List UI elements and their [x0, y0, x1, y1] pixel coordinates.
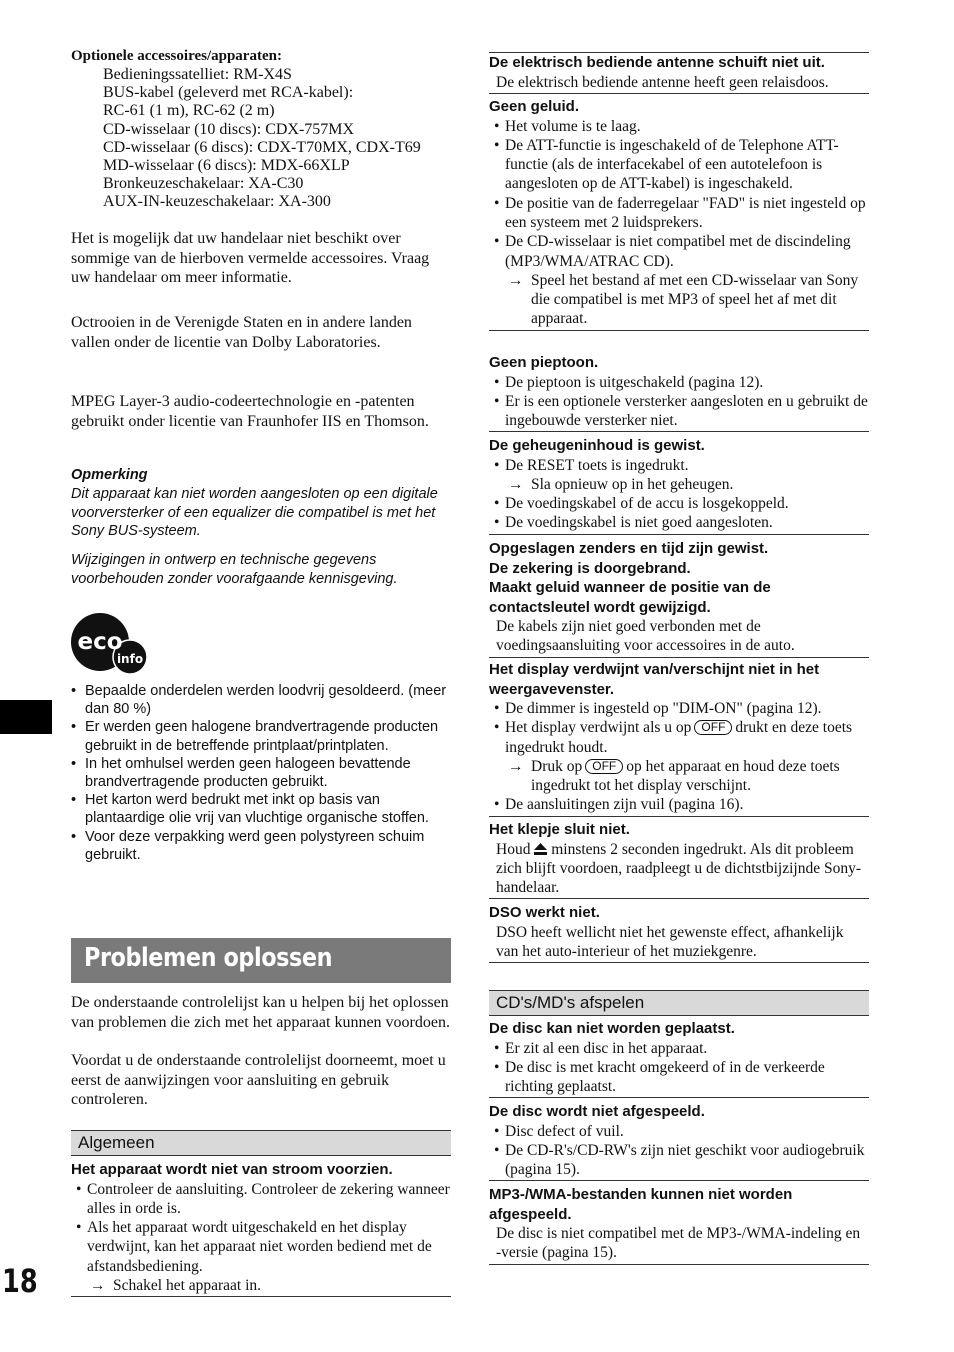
- dealer-paragraph: Het is mogelijk dat uw handelaar niet beschikt over sommige van de hierboven vermelde accessoires. Vraag uw handelaar om meer informatie.: [71, 230, 430, 286]
- list-item: • Voor deze verpakking werd geen polystyreen schuim gebruikt.: [71, 828, 461, 864]
- remedy-item: → Druk op OFF op het apparaat en houd deze toets ingedrukt tot het display verschijnt.: [508, 757, 840, 795]
- problem-title: De zekering is doorgebrand.: [489, 559, 691, 577]
- problem-no-power: [71, 1160, 451, 1297]
- list-item: • Er werden geen halogene brandvertragende producten gebruikt in de betreffende printplaat/printplaten.: [71, 718, 461, 754]
- accessories-list: [103, 66, 421, 212]
- eco-list: [71, 682, 461, 864]
- list-item: Bedieningssatelliet: RM-X4S: [103, 66, 292, 83]
- list-item: CD-wisselaar (10 discs): CDX-757MX: [103, 120, 355, 138]
- problem-title: Opgeslagen zenders en tijd zijn gewist.: [489, 540, 769, 557]
- list-item: • In het omhulsel werden geen halogeen bevattende brandvertragende producten gebruikt.: [71, 755, 461, 791]
- list-item: • De dimmer is ingesteld op "DIM-ON" (pagina 12).: [494, 699, 869, 718]
- list-item: • De ATT-functie is ingeschakeld of de Telephone ATT-functie (als de interfacekabel of een autotelefoon is aangesloten op de ATT-kabel) is ingeschakeld.: [494, 136, 869, 194]
- list-item: • De positie van de faderregelaar "FAD" is niet ingesteld op een systeem met 2 luidsprekers.: [494, 194, 869, 233]
- list-item: • Er is een optionele versterker aangesloten en u gebruikt de ingebouwde versterker niet.: [494, 392, 869, 431]
- problem-title: Geen geluid.: [489, 98, 580, 115]
- subheading-label: CD's/MD's afspelen: [496, 993, 645, 1012]
- problem-title: De disc wordt niet afgespeeld.: [489, 1103, 705, 1120]
- problem-title: DSO werkt niet.: [489, 904, 600, 921]
- list-item: RC-61 (1 m), RC-62 (2 m): [103, 102, 275, 120]
- list-item: BUS-kabel (geleverd met RCA-kabel):: [103, 84, 354, 102]
- eco-logo-sub: info: [116, 652, 144, 666]
- list-item: • Er zit al een disc in het apparaat.: [494, 1039, 869, 1058]
- remedy-item: → Speel het bestand af met een CD-wisselaar van Sony die compatibel is met MP3 of speel het af met dit apparaat.: [508, 271, 859, 328]
- problem-mp3: [489, 1185, 869, 1265]
- arrow-icon: →: [508, 757, 524, 775]
- list-item: • Het display verdwijnt als u op OFF drukt en deze toets ingedrukt houdt.: [494, 718, 869, 757]
- problem-title: Het apparaat wordt niet van stroom voorzien.: [71, 1161, 393, 1178]
- list-item: • De disc is met kracht omgekeerd of in de verkeerde richting geplaatst.: [494, 1058, 869, 1097]
- problem-antenna: [489, 52, 869, 94]
- problem-title: De geheugeninhoud is gewist.: [489, 437, 705, 454]
- problem-title: Maakt geluid wanneer de positie van de contactsleutel wordt gewijzigd.: [489, 579, 771, 616]
- problem-title: De elektrisch bediende antenne schuift niet uit.: [489, 54, 825, 71]
- arrow-icon: →: [508, 475, 524, 493]
- problem-no-beep: [489, 353, 869, 432]
- problem-body: DSO heeft wellicht niet het gewenste effect, afhankelijk van het auto-interieur of het muziekgenre.: [496, 923, 844, 960]
- note-text: Dit apparaat kan niet worden aangesloten op een digitale voorversterker of een equalizer die compatibel is met het Sony BUS-systeem.: [71, 486, 438, 539]
- list-item: • De voedingskabel is niet goed aangesloten.: [494, 513, 869, 532]
- problem-body: De elektrisch bediende antenne heeft geen relaisdoos.: [496, 73, 829, 91]
- subheading-cd: [489, 990, 869, 1016]
- eco-logo-word: eco: [77, 629, 123, 655]
- list-item: • De CD-R's/CD-RW's zijn niet geschikt voor audiogebruik (pagina 15).: [494, 1141, 869, 1180]
- problem-body: De kabels zijn niet goed verbonden met de voedingsaansluiting voor accessoires in de auto.: [496, 618, 795, 655]
- changes-note: Wijzigingen in ontwerp en technische gegevens voorbehouden zonder voorafgaande kennisgeving.: [71, 552, 398, 587]
- problem-title: De disc kan niet worden geplaatst.: [489, 1020, 735, 1037]
- side-tab-marker: [0, 700, 52, 734]
- section-banner: [71, 938, 451, 983]
- accessories-heading: Optionele accessoires/apparaten:: [71, 48, 282, 64]
- off-key-label: OFF: [585, 759, 623, 774]
- list-item: • De voedingskabel of de accu is losgekoppeld.: [494, 494, 869, 513]
- note-title: Opmerking: [71, 467, 148, 483]
- section-title: Problemen oplossen: [84, 943, 333, 973]
- list-item: Bronkeuzeschakelaar: XA-C30: [103, 175, 304, 193]
- dolby-paragraph: Octrooien in de Verenigde Staten en in andere landen vallen onder de licentie van Dolby Laboratories.: [71, 314, 412, 351]
- intro-paragraph-2: Voordat u de onderstaande controlelijst doorneemt, moet u eerst de aanwijzingen voor aansluiting en gebruik controleren.: [71, 1052, 446, 1108]
- problem-title: Het display verdwijnt van/verschijnt niet in het weergavevenster.: [489, 661, 820, 698]
- off-key-label: OFF: [694, 720, 732, 735]
- list-item: • De RESET toets is ingedrukt.: [494, 456, 869, 475]
- list-item: • Disc defect of vuil.: [494, 1122, 869, 1141]
- list-item: • De CD-wisselaar is niet compatibel met de discindeling (MP3/WMA/ATRAC CD).: [494, 232, 869, 271]
- eject-icon: [534, 841, 547, 858]
- subheading-label: Algemeen: [78, 1133, 155, 1152]
- list-item: • Het karton werd bedrukt met inkt op basis van plantaardige olie vrij van vluchtige organische stoffen.: [71, 791, 461, 827]
- page-number: 18: [2, 1262, 38, 1300]
- list-item: CD-wisselaar (6 discs): CDX-T70MX, CDX-T69: [103, 138, 421, 156]
- problem-body: Houd minstens 2 seconden ingedrukt. Als dit probleem zich blijft voordoen, raadpleegt u de dichtstbijzijnde Sony-handelaar.: [496, 840, 862, 897]
- problem-display: [489, 660, 869, 817]
- arrow-icon: →: [508, 271, 524, 289]
- list-item: • De aansluitingen zijn vuil (pagina 16).: [494, 795, 869, 814]
- mpeg-paragraph: MPEG Layer-3 audio-codeertechnologie en -patenten gebruikt onder licentie van Fraunhofer IIS en Thomson.: [71, 393, 429, 430]
- list-item: • Het volume is te laag.: [494, 117, 869, 136]
- problem-memory: [489, 436, 869, 535]
- list-item: MD-wisselaar (6 discs): MDX-66XLP: [103, 157, 350, 175]
- problem-no-play: [489, 1102, 869, 1181]
- problem-body: De disc is niet compatibel met de MP3-/WMA-indeling en -versie (pagina 15).: [496, 1225, 861, 1262]
- problem-title: MP3-/WMA-bestanden kunnen niet worden afgespeeld.: [489, 1186, 793, 1223]
- arrow-icon: →: [90, 1276, 106, 1294]
- remedy-item: → Sla opnieuw op in het geheugen.: [508, 475, 734, 493]
- problem-title: Het klepje sluit niet.: [489, 821, 630, 838]
- list-item: • De pieptoon is uitgeschakeld (pagina 12).: [494, 373, 869, 392]
- list-item: • Controleer de aansluiting. Controleer de zekering wanneer alles in orde is.: [76, 1180, 451, 1219]
- intro-paragraph-1: De onderstaande controlelijst kan u helpen bij het oplossen van problemen die zich met het apparaat kunnen voordoen.: [71, 994, 450, 1031]
- list-item: • Bepaalde onderdelen werden loodvrij gesoldeerd. (meer dan 80 %): [71, 682, 461, 718]
- problem-no-sound: [489, 97, 869, 331]
- problem-dso: [489, 903, 869, 963]
- problem-no-load: [489, 1019, 869, 1098]
- problem-front-cover: [489, 820, 869, 899]
- eco-info-logo: [71, 612, 149, 674]
- remedy-item: → Schakel het apparaat in.: [90, 1276, 262, 1294]
- problem-title: Geen pieptoon.: [489, 354, 599, 371]
- problem-stations: [489, 539, 869, 658]
- list-item: • Als het apparaat wordt uitgeschakeld en het display verdwijnt, kan het apparaat niet worden bediend met de afstandsbediening.: [76, 1218, 451, 1276]
- subheading-general: [71, 1130, 451, 1156]
- list-item: AUX-IN-keuzeschakelaar: XA-300: [103, 193, 331, 211]
